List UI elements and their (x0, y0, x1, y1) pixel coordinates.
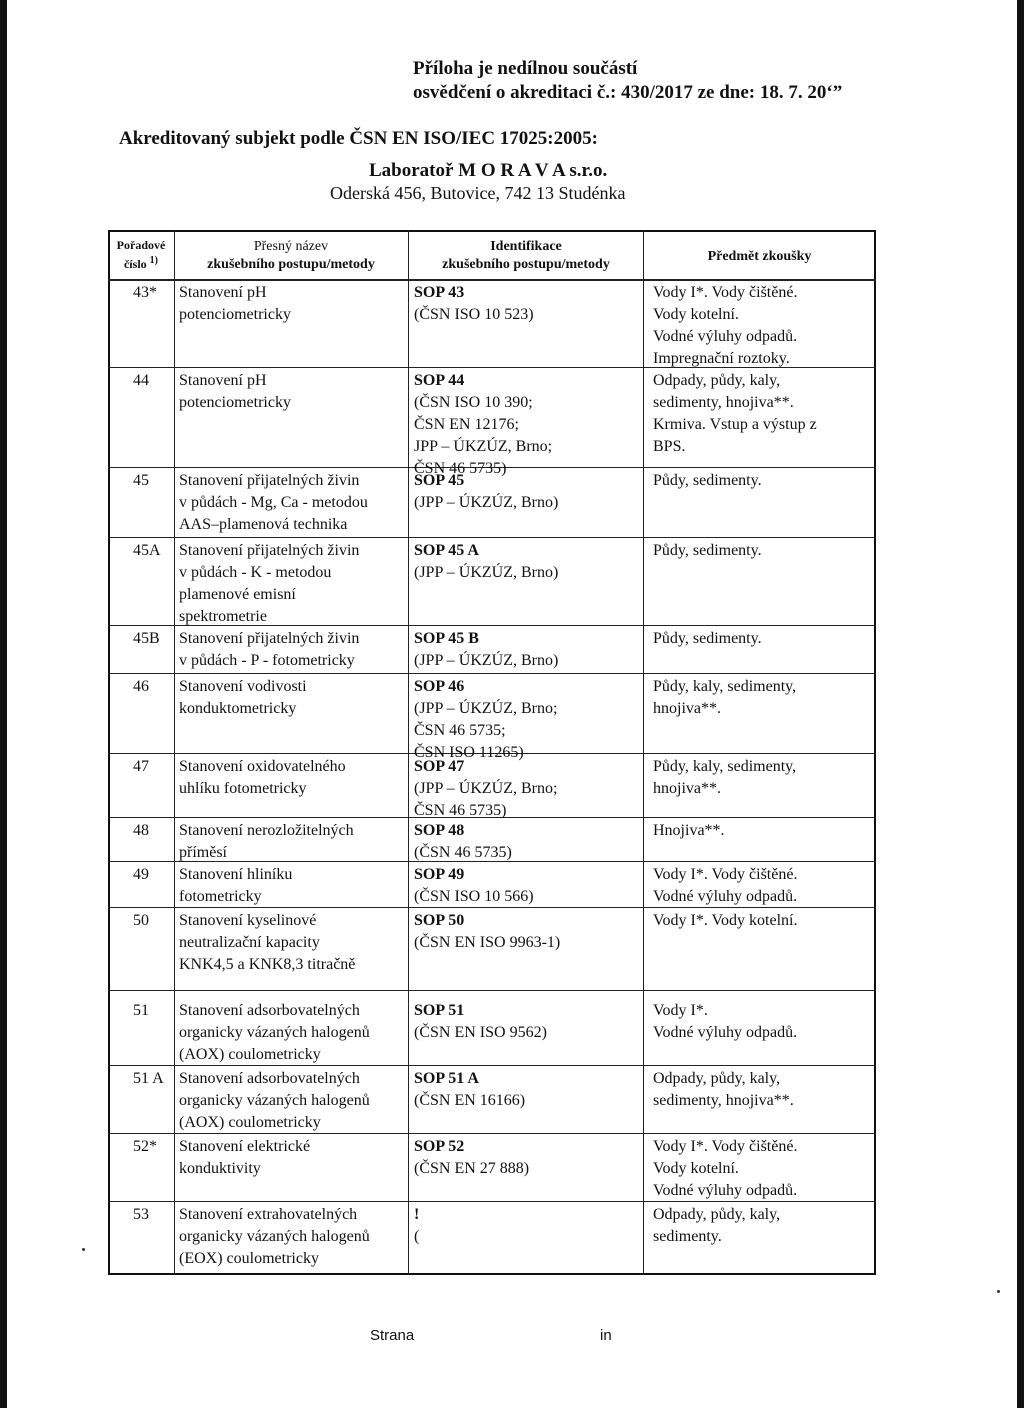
annex-title: Příloha je nedílnou součástí (413, 58, 638, 79)
method-name: Stanovení pH potenciometricky (179, 284, 291, 323)
test-subject: Vody I*. Vody čištěné. Vody kotelní. Vodné výluhy odpadů. (653, 1138, 798, 1199)
sop-code: SOP 52 (414, 1138, 465, 1155)
method-name: Stanovení adsorbovatelných organicky vázaných halogenů (AOX) coulometricky (179, 1002, 370, 1063)
header-number-sup: 1) (149, 255, 158, 266)
test-subject: Půdy, kaly, sedimenty, hnojiva**. (653, 678, 797, 717)
method-name: Stanovení elektrické konduktivity (179, 1138, 311, 1177)
row-number: 53 (133, 1206, 149, 1223)
accredited-subject-line: Akreditovaný subjekt podle ČSN EN ISO/IEC 17025:2005: (119, 128, 598, 149)
sop-code: SOP 50 (414, 912, 465, 929)
method-identification (414, 1136, 634, 1180)
method-name: Stanovení přijatelných živin v půdách - Mg, Ca - metodou AAS–plamenová technika (179, 472, 368, 533)
standard-reference: (ČSN 46 5735) (414, 844, 512, 861)
header-name-line2: zkušebního postupu/metody (207, 257, 375, 272)
standard-reference: (JPP – ÚKZÚZ, Brno; ČSN 46 5735; ČSN ISO 11265) (414, 700, 558, 761)
row-number: 45 (133, 472, 149, 489)
method-identification (414, 370, 634, 480)
row-number: 50 (133, 912, 149, 929)
row-number: 52* (133, 1138, 157, 1155)
method-name: Stanovení adsorbovatelných organicky vázaných halogenů (AOX) coulometricky (179, 1070, 370, 1131)
header-ident-line2: zkušebního postupu/metody (442, 257, 610, 272)
method-identification (414, 820, 634, 864)
sop-code: SOP 47 (414, 758, 465, 775)
method-name: Stanovení přijatelných živin v půdách - P - fotometricky (179, 630, 360, 669)
test-subject: Vody I*. Vody čištěné. Vody kotelní. Vodné výluhy odpadů. Impregnační roztoky. (653, 284, 798, 367)
row-number: 45B (133, 630, 160, 647)
method-identification (414, 756, 634, 822)
sop-code: SOP 48 (414, 822, 465, 839)
method-identification (414, 1068, 634, 1112)
method-name: Stanovení kyselinové neutralizační kapacity KNK4,5 a KNK8,3 titračně (179, 912, 356, 973)
header-number (110, 238, 172, 272)
row-divider (108, 537, 876, 538)
scan-edge-right (1017, 0, 1024, 1408)
header-number-line1: Pořadové (116, 238, 166, 252)
row-number: 48 (133, 822, 149, 839)
header-subject: Předmět zkoušky (707, 249, 812, 264)
sop-code: ! (414, 1206, 420, 1223)
sop-code: SOP 51 (414, 1002, 465, 1019)
method-identification (414, 470, 634, 514)
page-footer-suffix: in (600, 1327, 612, 1344)
standard-reference: (ČSN EN ISO 9562) (414, 1024, 547, 1041)
header-ident-line1: Identifikace (490, 239, 562, 254)
scan-edge-left (0, 0, 7, 1408)
accreditation-table (108, 230, 876, 1275)
method-identification (414, 864, 634, 908)
standard-reference: (ČSN EN 27 888) (414, 1160, 530, 1177)
sop-code: SOP 43 (414, 284, 465, 301)
row-number: 51 A (133, 1070, 164, 1087)
page-footer-label: Strana (370, 1327, 415, 1344)
sop-code: SOP 44 (414, 372, 465, 389)
standard-reference: (JPP – ÚKZÚZ, Brno) (414, 564, 559, 581)
test-subject: Půdy, sedimenty. (653, 472, 762, 489)
sop-code: SOP 49 (414, 866, 465, 883)
method-identification (414, 1000, 634, 1044)
test-subject: Odpady, půdy, kaly, sedimenty. (653, 1206, 781, 1245)
standard-reference: (ČSN ISO 10 390; ČSN EN 12176; JPP – ÚKZÚZ, Brno; ČSN 46 5735) (414, 394, 553, 477)
row-number: 46 (133, 678, 149, 695)
standard-reference: (JPP – ÚKZÚZ, Brno; ČSN 46 5735) (414, 780, 558, 819)
standard-reference: (JPP – ÚKZÚZ, Brno) (414, 494, 559, 511)
method-identification (414, 1204, 634, 1248)
sop-code: SOP 51 A (414, 1070, 479, 1087)
row-number: 49 (133, 866, 149, 883)
test-subject: Vody I*. Vody kotelní. (653, 912, 798, 929)
test-subject: Půdy, sedimenty. (653, 542, 762, 559)
sop-code: SOP 45 A (414, 542, 479, 559)
row-divider (108, 990, 876, 991)
header-identification (410, 238, 642, 274)
accreditation-reference: osvědčení o akreditaci č.: 430/2017 ze dne: 18. 7. 20‘” (413, 82, 843, 103)
standard-reference: (JPP – ÚKZÚZ, Brno) (414, 652, 559, 669)
method-name: Stanovení oxidovatelného uhlíku fotometricky (179, 758, 346, 797)
test-subject: Půdy, kaly, sedimenty, hnojiva**. (653, 758, 797, 797)
standard-reference: (ČSN EN 16166) (414, 1092, 526, 1109)
row-number: 45A (133, 542, 161, 559)
scan-speck (997, 1290, 1000, 1293)
method-name: Stanovení nerozložitelných příměsí (179, 822, 354, 861)
method-identification (414, 282, 634, 326)
test-subject: Vody I*. Vody čištěné. Vodné výluhy odpadů. (653, 866, 798, 905)
sop-code: SOP 45 B (414, 630, 479, 647)
header-name-line1: Přesný název (253, 239, 329, 254)
method-identification (414, 676, 634, 764)
row-divider (108, 673, 876, 674)
row-number: 44 (133, 372, 149, 389)
method-name: Stanovení pH potenciometricky (179, 372, 291, 411)
test-subject: Vody I*. Vodné výluhy odpadů. (653, 1002, 798, 1041)
sop-code: SOP 46 (414, 678, 465, 695)
method-identification (414, 910, 634, 954)
sop-code: SOP 45 (414, 472, 465, 489)
standard-reference: (ČSN ISO 10 523) (414, 306, 534, 323)
standard-reference: (ČSN EN ISO 9963-1) (414, 934, 561, 951)
test-subject: Hnojiva**. (653, 822, 725, 839)
laboratory-name: Laboratoř M O R A V A s.r.o. (369, 160, 608, 181)
header-number-line2: číslo (123, 257, 147, 271)
standard-reference: ( (414, 1228, 420, 1245)
method-name: Stanovení přijatelných živin v půdách - K - metodou plamenové emisní spektrometrie (179, 542, 360, 625)
row-number: 51 (133, 1002, 149, 1019)
laboratory-address: Oderská 456, Butovice, 742 13 Studénka (330, 183, 626, 203)
test-subject: Odpady, půdy, kaly, sedimenty, hnojiva**. (653, 1070, 794, 1109)
header-name (176, 238, 406, 274)
standard-reference: (ČSN ISO 10 566) (414, 888, 534, 905)
method-name: Stanovení hliníku fotometricky (179, 866, 293, 905)
scan-speck (82, 1248, 85, 1251)
test-subject: Půdy, sedimenty. (653, 630, 762, 647)
row-number: 43* (133, 284, 157, 301)
method-name: Stanovení vodivosti konduktometricky (179, 678, 307, 717)
header-divider (108, 279, 876, 281)
test-subject: Odpady, půdy, kaly, sedimenty, hnojiva**. Krmiva. Vstup a výstup z BPS. (653, 372, 817, 455)
method-identification (414, 540, 634, 584)
method-identification (414, 628, 634, 672)
method-name: Stanovení extrahovatelných organicky vázaných halogenů (EOX) coulometricky (179, 1206, 370, 1267)
row-number: 47 (133, 758, 149, 775)
